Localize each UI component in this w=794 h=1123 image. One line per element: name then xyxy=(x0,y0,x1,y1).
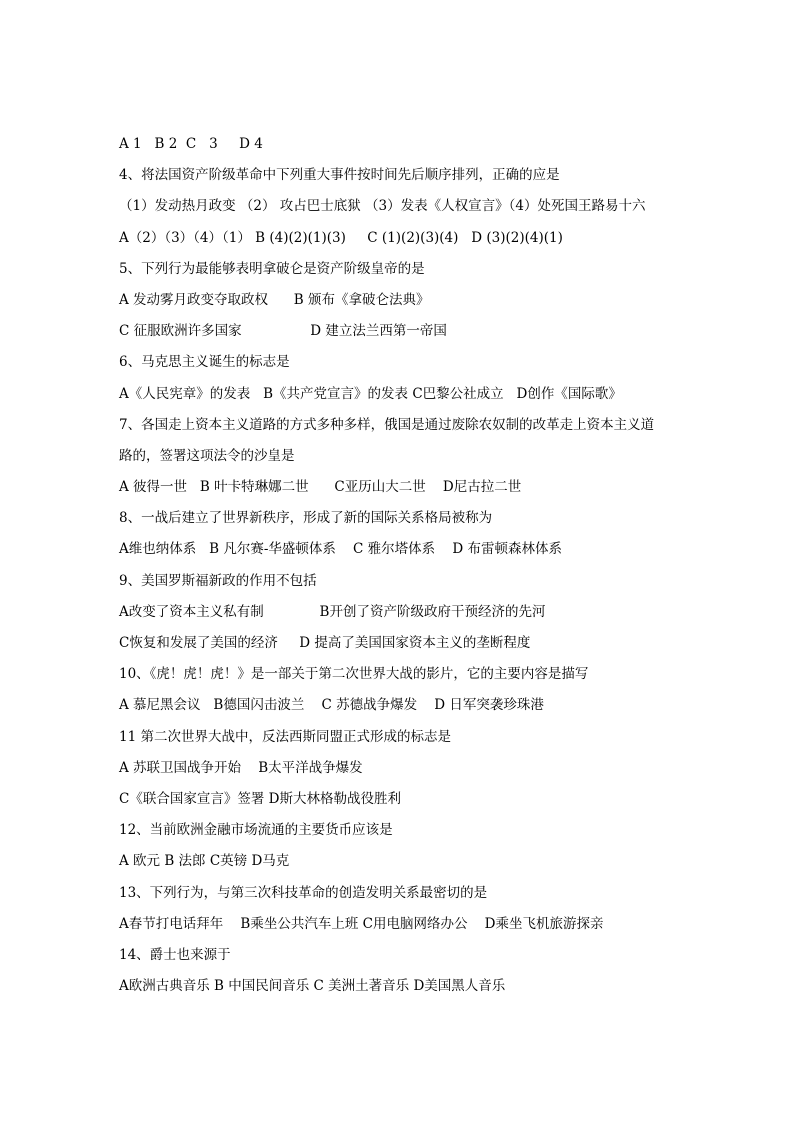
options-q4: A（2）（3）（4）（1） B (4)(2)(1)(3) C (1)(2)(3)(4) D (3)(2)(4)(1) xyxy=(119,229,563,246)
question-7-part2: 路的，签署这项法令的沙皇是 xyxy=(119,447,295,464)
question-7-part1: 7、各国走上资本主义道路的方式多种多样，俄国是通过废除农奴制的改革走上资本主义道 xyxy=(119,416,655,433)
question-11: 11 第二次世界大战中，反法西斯同盟正式形成的标志是 xyxy=(119,728,451,745)
question-9: 9、美国罗斯福新政的作用不包括 xyxy=(119,572,317,589)
options-q7: A 彼得一世 B 叶卡特琳娜二世 C亚历山大二世 D尼古拉二世 xyxy=(119,479,522,496)
question-6: 6、马克思主义诞生的标志是 xyxy=(119,354,290,371)
options-q11-ab: A 苏联卫国战争开始 B太平洋战争爆发 xyxy=(119,759,363,776)
options-q8: A维也纳体系 B 凡尔赛-华盛顿体系 C 雅尔塔体系 D 布雷顿森林体系 xyxy=(119,541,562,558)
options-q9-cd: C恢复和发展了美国的经济 D 提高了美国国家资本主义的垄断程度 xyxy=(119,635,531,651)
options-q5-ab: A 发动雾月政变夺取政权 B 颁布《拿破仑法典》 xyxy=(119,291,430,308)
question-13: 13、下列行为，与第三次科技革命的创造发明关系最密切的是 xyxy=(119,884,488,901)
question-12: 12、当前欧洲金融市场流通的主要货币应该是 xyxy=(119,822,393,839)
question-5: 5、下列行为最能够表明拿破仑是资产阶级皇帝的是 xyxy=(119,260,425,277)
question-14: 14、爵士也来源于 xyxy=(119,946,231,963)
options-q9-ab: A改变了资本主义私有制 B开创了资产阶级政府干预经济的先河 xyxy=(119,603,546,620)
options-q13: A春节打电话拜年 B乘坐公共汽车上班 C用电脑网络办公 D乘坐飞机旅游探亲 xyxy=(119,915,604,932)
question-8: 8、一战后建立了世界新秩序，形成了新的国际关系格局被称为 xyxy=(119,510,493,527)
options-q14: A欧洲古典音乐 B 中国民间音乐 C 美洲土著音乐 D美国黑人音乐 xyxy=(119,978,506,995)
options-q3: A 1 B 2 C 3 D 4 xyxy=(119,136,263,152)
options-q10: A 慕尼黑会议 B德国闪击波兰 C 苏德战争爆发 D 日军突袭珍珠港 xyxy=(119,697,544,714)
options-q12: A 欧元 B 法郎 C英镑 D马克 xyxy=(119,853,290,870)
question-10: 10、《虎！虎！虎！》是一部关于第二次世界大战的影片，它的主要内容是描写 xyxy=(119,666,589,683)
options-q5-cd: C 征服欧洲许多国家 D 建立法兰西第一帝国 xyxy=(119,323,447,340)
events-q4: （1）发动热月政变 （2） 攻占巴士底狱 （3）发表《人权宣言》（4）处死国王路易十六 xyxy=(119,198,646,215)
question-4: 4、将法国资产阶级革命中下列重大事件按时间先后顺序排列，正确的应是 xyxy=(119,167,560,184)
options-q11-cd: C《联合国家宣言》签署 D斯大林格勒战役胜利 xyxy=(119,790,401,807)
options-q6: A《人民宪章》的发表 B《共产党宣言》的发表 C巴黎公社成立 D创作《国际歌》 xyxy=(119,385,622,402)
question-text-block xyxy=(119,133,679,1006)
